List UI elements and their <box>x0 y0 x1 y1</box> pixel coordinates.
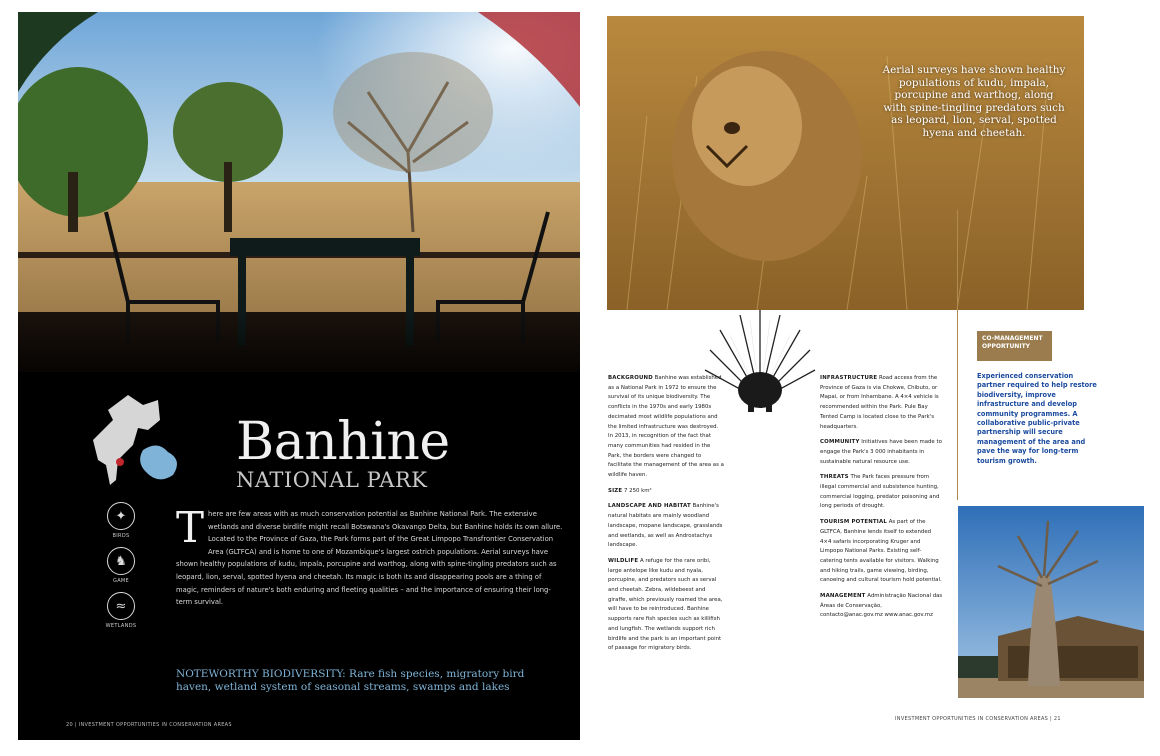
bird-icon: ✦ <box>107 502 135 530</box>
info-infrastructure <box>820 374 943 432</box>
callout-line <box>957 210 958 500</box>
info-landscape <box>608 502 724 551</box>
info-text: The Park faces pressure from illegal commercial and subsistence hunting, commercial logging, predator poisoning and long periods of drought. <box>820 474 940 510</box>
info-heading: COMMUNITY <box>820 439 860 446</box>
page-title: Banhine <box>236 412 450 472</box>
info-text: Road access from the Province of Gaza is via Chokwe, Chibuto, or Mapai, or from Inhambane. A 4×4 vehicle is recommended within the Park. Pule Bay Tented Camp is located close to the Park's headquarters. <box>820 375 939 430</box>
info-text: Banhine's natural habitats are mainly woodland landscape, mopane landscape, grasslands and wetlands, as well as Androstachys landscape. <box>608 503 723 549</box>
photo-fade <box>18 312 580 392</box>
info-text: As part of the GLTFCA, Banhine lends itself to extended 4×4 safaris incorporating Kruger and Limpopo National Parks. Existing self-catering tents available for visitors. Walking and hiking trails, game viewing, birding, canoeing and cultural tourism hold potential. <box>820 519 942 584</box>
feature-label: GAME <box>113 578 129 584</box>
footer-left: 20 | INVESTMENT OPPORTUNITIES IN CONSERVATION AREAS <box>66 722 232 728</box>
baobab-lodge-photo <box>958 506 1144 698</box>
co-management-header: CO-MANAGEMENT OPPORTUNITY <box>977 331 1052 361</box>
info-heading: SIZE <box>608 487 623 494</box>
info-heading: INFRASTRUCTURE <box>820 375 878 381</box>
drop-cap: T <box>176 503 205 552</box>
feature-icons <box>98 502 144 637</box>
info-text: Administração Nacional das Áreas de Conservação, contacto@anac.gov.mz www.anac.gov.mz <box>820 593 943 619</box>
info-heading: LANDSCAPE AND HABITAT <box>608 503 691 510</box>
info-heading: MANAGEMENT <box>820 593 866 600</box>
co-management-text: Experienced conservation partner required to help restore biodiversity, improve infrastructure and develop community programmes. A collaborative public-private partnership will secure management of the area and pave the way for long-term tourism growth. <box>977 372 1097 465</box>
intro-text: here are few areas with as much conservation potential as Banhine National Park. The extensive wetlands and diverse birdlife might recall Botswana's Okavango Delta, but Banhine holds its own allure. Located to the Province of Gaza, the Park forms part of the Great Limpopo Transfrontier Conservation Area (GLTFCA) and is home to one of Mozambique's largest ostrich populations. Aerial surveys have shown healthy populations of kudu, impala, porcupine and warthog, along with spine-tingling predators such as leopard, lion, serval, spotted hyena and cheetah. Its magic is both its and disappearing pools are a thing of magic, reminders of nature's both enduring and fleeting qualities – and the importance of ensuring their long-term survival. <box>176 510 563 607</box>
fish-icon: ≈ <box>107 592 135 620</box>
feature-game <box>98 547 144 584</box>
info-background <box>608 374 724 481</box>
info-heading: THREATS <box>820 474 849 481</box>
antelope-icon: ♞ <box>107 547 135 575</box>
feature-label: BIRDS <box>112 533 130 539</box>
info-text: A refuge for the rare oribi, large antelope like kudu and nyala, porcupine, and predators such as serval and cheetah. Zebra, wildebeest and giraffe, which previously roamed the area, will have to be reintroduced. Banhine supports rare fish species such as killifish and lungfish. The wetlands support rich birdlife and the park is an important point of passage for migratory birds. <box>608 557 723 652</box>
info-wildlife <box>608 557 724 654</box>
info-heading: BACKGROUND <box>608 375 653 381</box>
info-text: 7 250 km² <box>624 487 652 494</box>
info-community <box>820 438 943 467</box>
left-page <box>18 12 580 740</box>
mozambique-map-icon <box>88 390 188 500</box>
info-size <box>608 487 724 497</box>
lion-pull-quote: Aerial surveys have shown healthy populations of kudu, impala, porcupine and warthog, along with spine-tingling predators such as leopard, lion, serval, spotted hyena and cheetah. <box>882 64 1066 139</box>
info-heading: WILDLIFE <box>608 557 639 564</box>
footer-right: INVESTMENT OPPORTUNITIES IN CONSERVATION AREAS | 21 <box>895 716 1061 722</box>
info-management <box>820 592 943 621</box>
info-heading: TOURISM POTENTIAL <box>820 519 888 526</box>
intro-paragraph <box>176 503 566 609</box>
info-threats <box>820 473 943 512</box>
lion-photo <box>607 16 1084 310</box>
info-tourism <box>820 518 943 586</box>
feature-birds <box>98 502 144 539</box>
feature-label: WETLANDS <box>105 623 137 629</box>
info-text: Initiatives have been made to engage the Park's 3 000 inhabitants in sustainable natural resource use. <box>820 439 942 465</box>
info-text: Banhine was established as a National Park in 1972 to ensure the survival of its unique biodiversity. The conflicts in the 1970s and early 1980s decimated most wildlife populations and the limited infrastructure was destroyed. In 2013, in recognition of the fact that many communities had resided in the Park, the borders were changed to facilitate the management of the area as a wildlife haven. <box>608 375 724 479</box>
info-column-right <box>820 374 943 627</box>
info-column-left <box>608 374 724 660</box>
feature-wetlands <box>98 592 144 629</box>
page-subtitle: NATIONAL PARK <box>236 468 428 492</box>
noteworthy-biodiversity: NOTEWORTHY BIODIVERSITY: Rare fish species, migratory bird haven, wetland system of seasonal streams, swamps and lakes <box>176 668 525 693</box>
